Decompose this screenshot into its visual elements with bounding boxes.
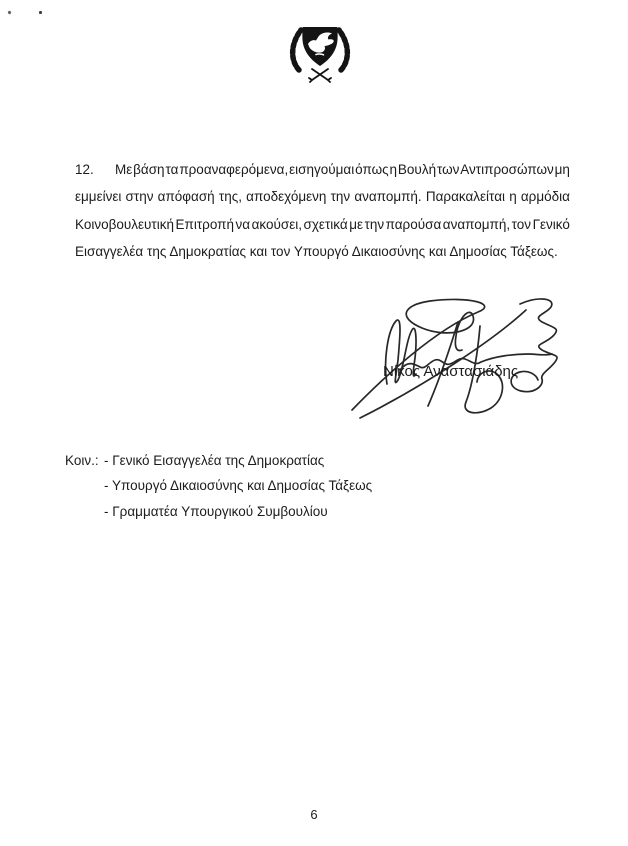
body-paragraph <box>75 156 570 265</box>
paragraph-line <box>75 183 570 210</box>
word: εισηγούμαι <box>289 162 355 177</box>
emblem-wreath-left <box>293 30 301 70</box>
word: τον <box>511 216 532 232</box>
paragraph-line <box>75 156 570 183</box>
paragraph-line <box>75 211 570 238</box>
word: Γενικό <box>532 216 570 232</box>
word: των <box>436 162 460 177</box>
page-number: 6 <box>310 807 318 822</box>
word: Βουλή <box>397 162 437 177</box>
paragraph-line-text <box>115 156 570 183</box>
word: να <box>235 216 251 232</box>
word: βάση <box>133 162 165 177</box>
paragraph-line-text: Εισαγγελέα της Δημοκρατίας και τον Υπουργό Δικαιοσύνης και Δημοσίας Τάξεως. <box>75 243 558 259</box>
word: Αντιπροσώπων <box>460 162 554 177</box>
word: η <box>389 162 398 177</box>
word: απόφασή <box>157 189 215 205</box>
paragraph-line-text <box>75 211 570 238</box>
word: μη <box>554 162 570 177</box>
word: στην <box>125 189 154 205</box>
cc-item-text: - Γενικό Εισαγγελέα της Δημοκρατίας <box>104 453 325 468</box>
cc-item <box>65 499 372 524</box>
signature-scrawl-icon <box>330 288 565 428</box>
paragraph-line <box>75 238 570 265</box>
word: την <box>330 189 351 205</box>
cc-item-text: - Υπουργό Δικαιοσύνης και Δημοσίας Τάξεως <box>104 478 373 494</box>
word: εμμείνει <box>75 189 122 205</box>
word: Κοινοβουλευτική <box>75 216 175 232</box>
word: σχετικά <box>303 216 348 232</box>
word: με <box>349 216 363 232</box>
word: τα <box>165 162 179 177</box>
cc-item-text: - Γραμματέα Υπουργικού Συμβουλίου <box>104 503 328 519</box>
word: αναπομπή, <box>442 216 511 232</box>
word: η <box>509 189 517 205</box>
emblem-crossed-stems <box>309 69 331 82</box>
cc-item <box>65 473 372 498</box>
cc-item <box>65 448 372 473</box>
paragraph-number: 12. <box>75 162 94 177</box>
word: της, <box>218 189 242 205</box>
word: αναπομπή. <box>354 189 422 205</box>
word: την <box>364 216 385 232</box>
word: Με <box>115 162 133 177</box>
word: Παρακαλείται <box>425 189 506 205</box>
word: Επιτροπή <box>175 216 235 232</box>
signatory-name: Νίκος Αναστασιάδης <box>383 363 519 380</box>
emblem-wreath-right <box>339 30 347 70</box>
word: ακούσει, <box>251 216 302 232</box>
word: παρούσα <box>385 216 442 232</box>
cc-label: Κοιν.: <box>65 453 99 468</box>
paragraph-line-text <box>75 183 570 210</box>
cc-section <box>65 448 372 524</box>
word: όπως <box>355 162 389 177</box>
word: αρμόδια <box>520 189 570 205</box>
word: προαναφερόμενα, <box>179 162 289 177</box>
scan-speck <box>8 11 12 15</box>
cyprus-coat-of-arms-icon <box>287 25 353 83</box>
scan-speck <box>39 11 42 14</box>
word: αποδεχόμενη <box>246 189 327 205</box>
